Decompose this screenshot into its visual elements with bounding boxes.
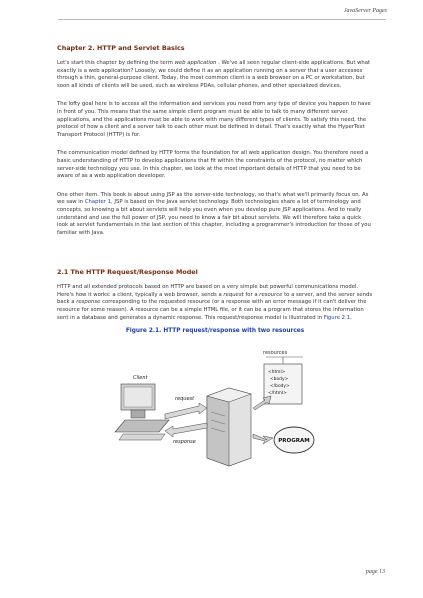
p1-text-a: Let's start this chapter by defining the term [57,60,175,66]
p5-text-e: . [350,314,352,321]
page-content [57,44,373,334]
p5-text-b: for a [243,291,260,298]
html-line-3: </body> [270,384,290,389]
figure-title: Figure 2.1. HTTP request/response with two resources [125,328,305,335]
program-icon [274,427,314,453]
html-line-4: </html> [268,391,287,396]
html-exchange-arrow [253,396,271,410]
p1-text-b: . We've all seen regular client-side applications. But what exactly is a web application? Loosely, we could define it as an application running on a server that a user accesses through a thin, general-purpose client. Today, the most common client is a web browser on a PC or workstation, but soon all kinds of clients will be used, such as wireless PDAs, cellular phones, and other specialized devices. [57,60,371,89]
p1-emphasis: web application [174,60,217,66]
header-rule [58,19,386,20]
server-tower-icon [207,388,251,466]
p5-text-a: HTTP and all extended protocols based on HTTP are based on a very simple but powerful communications model. Here's how it works: a client, typically a web browser, sends a [57,284,359,298]
figure-diagram [103,348,333,498]
html-line-2: <body> [270,377,289,382]
program-label: PROGRAM [278,438,310,444]
chapter-title: Chapter 2. HTTP and Servlet Basics [57,44,185,52]
figure-2-1-link[interactable]: Figure 2.1 [323,314,351,321]
running-header: JavaServer Pages [343,8,387,14]
html-line-1: <html> [268,370,286,375]
p4-text-b: , JSP is based on the Java servlet technology. Both technologies share a lot of terminology and concepts, so knowing a bit about servlets will help you even when you develop pure JSP applications. And to really understand and use the full power of JSP, you need to know a fair bit about servlets. We will therefore take a quick look at servlet fundamentals in the last section of this chapter, including a programmer's introduction for those of you familiar with Java. [57,199,371,236]
paragraph-3: The communication model defined by HTTP forms the foundation for all web application design. You therefore need a basic understanding of HTTP to develop applications that fit within the constraints of the protocol, no matter which server-side technology you use. In this chapter, we look at the most important details of HTTP that you need to be aware of as a web application developer. [57,150,369,180]
paragraph-4 [57,192,373,238]
p5-em-request: request [223,291,244,298]
paragraph-2: The lofty goal here is to access all the information and services you need from any type of device you happen to have in front of you. This means that the same simple client program must be able to talk to many different server applications, and the applications must be able to work with many different types of clients. To satisfy this need, the protocol of how a client and a server talk to each other must be defined in detail. That's exactly what the HyperText Transport Protocol (HTTP) is for. [57,101,371,138]
request-arrow [165,403,207,419]
resources-label: resources [263,350,288,356]
p5-text-c: to a server, and the server sends back a [57,291,373,306]
paragraph-1 [57,60,373,90]
p5-em-resource: resource [259,291,283,298]
client-computer-icon [115,384,169,440]
page-number: page 13 [365,569,385,575]
program-exchange-arrow [253,434,273,444]
p5-em-response: response [76,299,101,306]
chapter-1-link[interactable]: Chapter 1 [84,199,112,206]
paragraph-5 [57,284,373,322]
p4-text-a: One other item. This book is about using JSP as the server-side technology, so that's what we'll primarily focus on. As we saw in [57,191,369,206]
response-arrow [165,423,207,437]
p5-text-d: corresponding to the requested resource (or a response with an error message if it can't deliver the resource for some reason). A resource can be a simple HTML file, or it can be a program that stores the information sent in a database and generates a dynamic response. This request/response model is illustrated in [57,299,367,321]
client-label: Client [133,375,148,381]
request-response-diagram [103,348,333,498]
request-label: request [175,396,195,402]
response-label: response [173,439,196,445]
section-title: 2.1 The HTTP Request/Response Model [57,268,198,277]
